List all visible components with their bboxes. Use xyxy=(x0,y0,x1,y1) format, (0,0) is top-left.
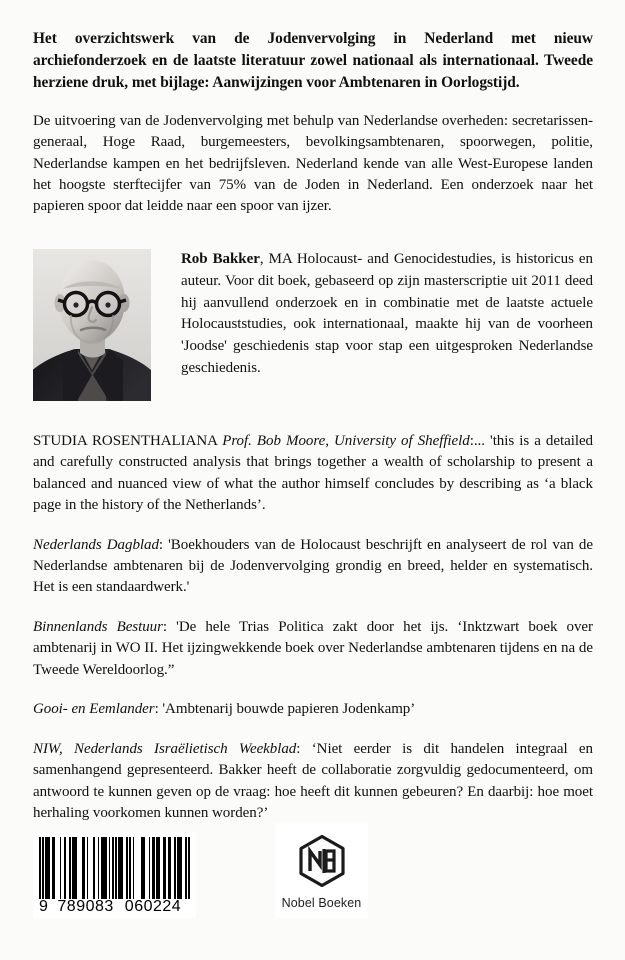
blurb-summary: De uitvoering van de Jodenvervolging met behulp van Nederlandse overheden: secretarissen-generaal, Hoge Raad, burgemeesters, bevolkingsambtenaren, spoorwegen, politie, Nederlandse kampen en het bedrijfsleven. Nederland kende van alle West-Europese landen het hoogste sterftecijfer van 75% van de Joden in Nederland. Een onderzoek naar het papieren spoor dat leidde naar een spoor van ijzer. xyxy=(33,112,593,215)
review-item xyxy=(33,739,593,825)
review-source-plain: STUDIA ROSENTHALIANA xyxy=(33,432,223,449)
barcode-digits xyxy=(39,898,190,916)
review-source-italic: Nederlands Dagblad xyxy=(33,536,159,553)
author-photo xyxy=(33,249,151,401)
review-item xyxy=(33,431,593,517)
review-source-italic: Prof. Bob Moore, University of Sheffield xyxy=(222,432,470,449)
author-bio xyxy=(151,249,593,380)
barcode-left-group: 789083 xyxy=(57,898,114,915)
barcode-right-group: 060224 xyxy=(124,898,182,915)
review-source-italic: Binnenlands Bestuur xyxy=(33,618,163,635)
reviews-list xyxy=(33,431,593,825)
review-quote: : ‘Niet eerder is dit handelen integraal en samenhangend gepresenteerd. Bakker heeft de collaboratie zorgvuldig gedocumenteerd, om antwoord te kunnen geven op de vraag: hoe heeft dit kunnen gebeuren? En daarbij: hoe moet herhaling voorkomen kunnen worden?’ xyxy=(33,740,593,821)
author-name: Rob Bakker xyxy=(181,250,260,267)
author-block xyxy=(33,249,593,401)
publisher-name: Nobel Boeken xyxy=(281,896,362,910)
review-quote: :... 'this is a detailed and carefully constructed analysis that brings together a wealth of scholarship to present a balanced and nuanced view of what the author himself concludes by describing as ‘a black page in the history of the Netherlands’. xyxy=(33,432,593,514)
author-bio-text: , MA Holocaust- and Genocidestudies, is historicus en auteur. Voor dit boek, gebaseerd op zijn masterscriptie uit 2011 deed hij aanvullend onderzoek en in combinatie met de laatste actuele Holocauststudies, ook internationaal, maakte hij van de voorheen 'Joodse' geschiedenis stap voor stap een uitgesproken Nederlandse geschiedenis. xyxy=(181,250,593,377)
cover-footer xyxy=(33,813,593,918)
blurb-lede: Het overzichtswerk van de Jodenvervolging in Nederland met nieuw archiefonderzoek en de laatste literatuur zowel nationaal als internationaal. Tweede herziene druk, met bijlage: Aanwijzingen voor Ambtenaren in Oorlogstijd. xyxy=(33,30,593,91)
publisher-logo xyxy=(275,823,368,918)
isbn-barcode xyxy=(33,832,196,918)
barcode-bars xyxy=(39,837,190,899)
hexagon-nb-monogram-icon xyxy=(298,835,346,887)
review-item xyxy=(33,535,593,599)
review-item xyxy=(33,617,593,681)
review-quote: : 'Ambtenarij bouwde papieren Jodenkamp’ xyxy=(154,701,416,718)
review-quote: : 'Boekhouders van de Holocaust beschrijft en analyseert de rol van de Nederlandse ambtenaren bij de Jodenvervolging grondig en breed, helder en systematisch. Het is een standaardwerk.' xyxy=(33,536,593,596)
review-source-italic: Gooi- en Eemlander xyxy=(33,701,155,718)
review-quote: : 'De hele Trias Politica zakt door het ijs. ‘Inktzwart boek over ambtenarij in WO II. Het ijzingwekkende boek over Nederlandse ambtenaren tijdens en na de Tweede Wereldoorlog.” xyxy=(33,618,593,678)
barcode-lead-digit: 9 xyxy=(39,898,49,915)
review-source-italic: NIW, Nederlands Israëlietisch Weekblad xyxy=(33,740,297,757)
review-item xyxy=(33,699,593,720)
